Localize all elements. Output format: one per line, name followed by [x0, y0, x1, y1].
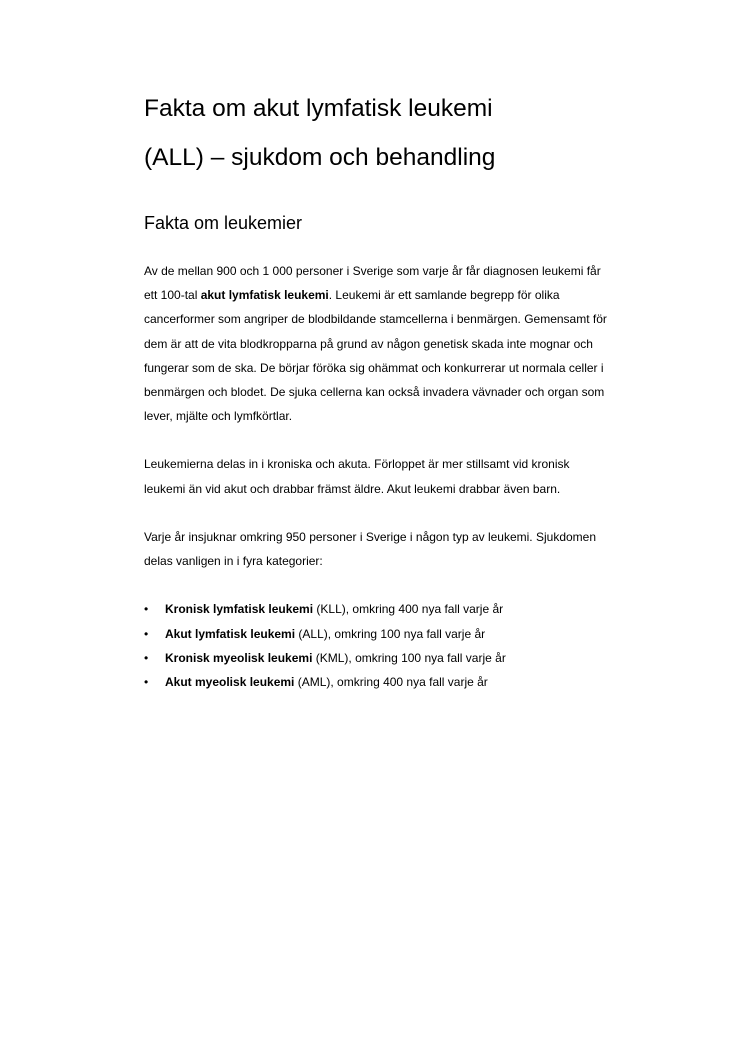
list-item-term: Kronisk myeolisk leukemi — [165, 650, 313, 665]
list-item-detail: (ALL), omkring 100 nya fall varje år — [295, 626, 486, 641]
paragraph-intro-text-start: Av de mellan 900 och 1 000 personer i Sverige som varje år får diagnosen leukemi får ett 100-tal — [144, 264, 601, 303]
document-content — [144, 84, 614, 694]
bullet-icon: • — [144, 675, 149, 690]
list-item-detail: (KML), omkring 100 nya fall varje år — [312, 650, 506, 665]
paragraph-types: Leukemierna delas in i kroniska och akuta. Förloppet är mer stillsamt vid kronisk leukemi än vid akut och drabbar främst äldre. Akut leukemi drabbar även barn. — [144, 457, 570, 496]
paragraph-intro — [144, 259, 614, 428]
leukemia-categories-list — [144, 597, 614, 694]
list-item-detail: (AML), omkring 400 nya fall varje år — [294, 675, 488, 690]
bullet-icon: • — [144, 602, 149, 617]
list-item — [144, 670, 614, 694]
paragraph-incidence: Varje år insjuknar omkring 950 personer i Sverige i någon typ av leukemi. Sjukdomen delas vanligen in i fyra kategorier: — [144, 529, 597, 569]
list-item — [144, 646, 614, 670]
list-item — [144, 597, 614, 621]
list-item — [144, 622, 614, 646]
list-item-detail: (KLL), omkring 400 nya fall varje år — [313, 602, 504, 617]
document-title-line-2: (ALL) – sjukdom och behandling — [144, 144, 496, 171]
section-heading: Fakta om leukemier — [144, 213, 303, 233]
bullet-icon: • — [144, 626, 149, 641]
list-item-term: Kronisk lymfatisk leukemi — [165, 602, 314, 617]
list-item-term: Akut myeolisk leukemi — [165, 675, 295, 690]
document-title — [144, 84, 614, 182]
paragraph-intro-bold-term: akut lymfatisk leukemi — [200, 288, 329, 303]
document-title-line-1: Fakta om akut lymfatisk leukemi — [144, 95, 493, 122]
paragraph-intro-text-end: . Leukemi är ett samlande begrepp för olika cancerformer som angriper de blodbildande stamcellerna i benmärgen. Gemensamt för dem är att de vita blodkropparna på grund av någon genetisk skada inte mognar och fungerar som de ska. De börjar föröka sig ohämmat och konkurrerar ut normala celler i benmärgen och blodet. De sjuka cellerna kan också invadera vävnader och organ som lever, mjälte och lymfkörtlar. — [144, 288, 607, 424]
bullet-icon: • — [144, 650, 149, 665]
list-item-term: Akut lymfatisk leukemi — [165, 626, 296, 641]
